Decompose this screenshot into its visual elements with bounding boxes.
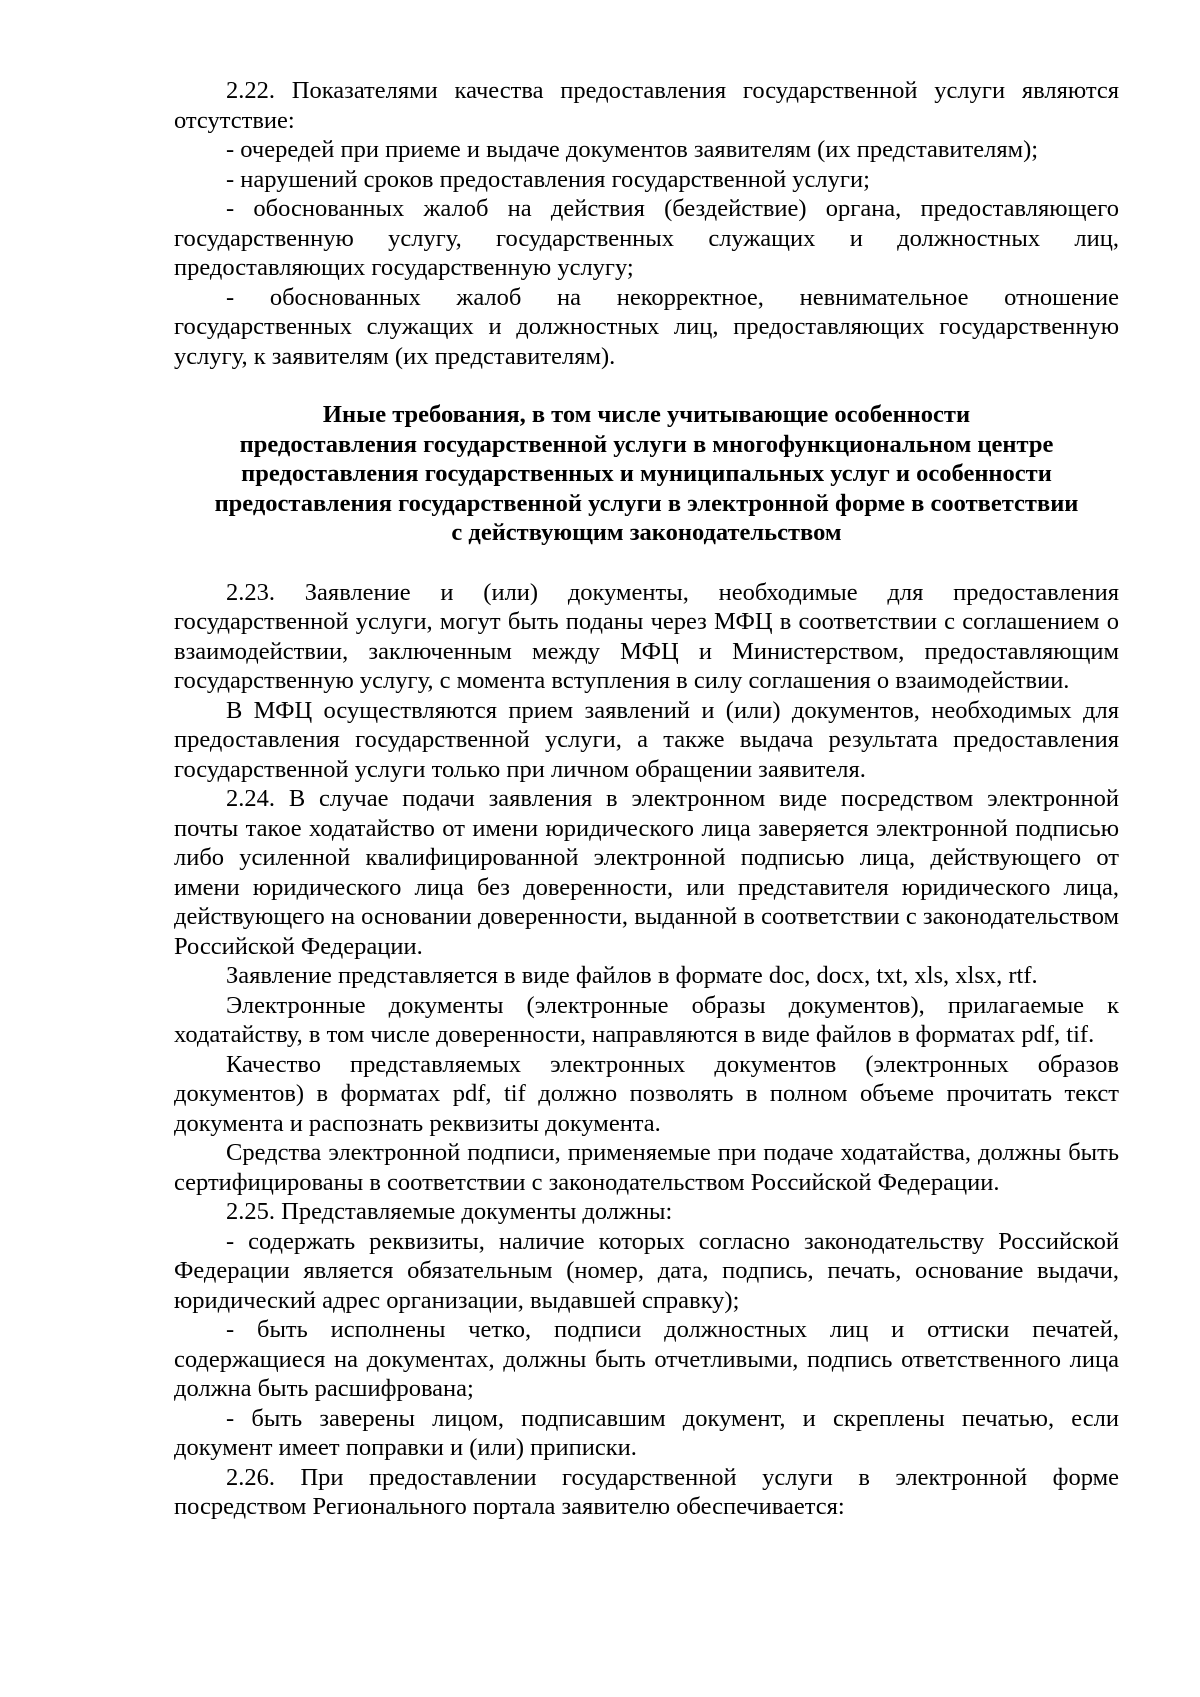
paragraph-2-24: 2.24. В случае подачи заявления в электронном виде посредством электронной почты такое ходатайство от имени юридического лица заверяется электронной подписью либо усиленной квалифицированной электронной подписью лица, действующего от имени юридического лица без доверенности, или представителя юридического лица, действующего на основании доверенности, выданной в соответствии с законодательством Российской Федерации. (174, 785, 1119, 960)
list-item-clarity: - быть исполнены четко, подписи должностных лиц и оттиски печатей, содержащиеся на документах, должны быть отчетливыми, подпись ответственного лица должна быть расшифрована; (174, 1316, 1119, 1402)
heading-line: предоставления государственных и муниципальных услуг и особенности (241, 460, 1052, 487)
list-item-certification: - быть заверены лицом, подписавшим документ, и скреплены печатью, если документ имеет поправки и (или) приписки. (174, 1404, 1119, 1461)
document-page (174, 76, 1119, 1522)
list-item-complaints-actions: - обоснованных жалоб на действия (бездействие) органа, предоставляющего государственную услугу, государственных служащих и должностных лиц, предоставляющих государственную услугу; (174, 195, 1119, 281)
heading-line: с действующим законодательством (451, 519, 842, 546)
quality-indicators-section (174, 76, 1119, 371)
paragraph-mfc-reception: В МФЦ осуществляются прием заявлений и (или) документов, необходимых для предоставления государственной услуги, а также выдача результата предоставления государственной услуги только при личном обращении заявителя. (174, 696, 1119, 783)
paragraph-file-formats: Заявление представляется в виде файлов в формате doc, docx, txt, xls, xlsx, rtf. (226, 962, 1038, 989)
paragraph-2-22: 2.22. Показателями качества предоставления государственной услуги являются отсутствие: (174, 77, 1119, 134)
paragraph-document-quality: Качество представляемых электронных документов (электронных образов документов) в форматах pdf, tif должно позволять в полном объеме прочитать текст документа и распознать реквизиты документа. (174, 1050, 1119, 1137)
list-item-queues: - очередей при приеме и выдаче документов заявителям (их представителям); (226, 136, 1039, 163)
list-item-requisites: - содержать реквизиты, наличие которых согласно законодательству Российской Федерации является обязательным (номер, дата, подпись, печать, основание выдачи, юридический адрес организации, выдавшей справку); (174, 1227, 1119, 1314)
paragraph-electronic-documents: Электронные документы (электронные образы документов), прилагаемые к ходатайству, в том числе доверенности, направляются в виде файлов в форматах pdf, tif. (174, 991, 1119, 1048)
other-requirements-section (174, 578, 1119, 1522)
heading-line: предоставления государственной услуги в электронной форме в соответствии (214, 489, 1079, 517)
list-item-complaints-attitude: - обоснованных жалоб на некорректное, невнимательное отношение государственных служащих и должностных лиц, предоставляющих государственную услугу, к заявителям (их представителям). (174, 283, 1119, 370)
heading-line: предоставления государственной услуги в многофункциональном центре (239, 430, 1054, 458)
list-item-deadlines: - нарушений сроков предоставления государственной услуги; (226, 165, 870, 193)
paragraph-2-25: 2.25. Представляемые документы должны: (226, 1198, 673, 1225)
paragraph-2-23: 2.23. Заявление и (или) документы, необходимые для предоставления государственной услуги, могут быть поданы через МФЦ в соответствии с соглашением о взаимодействии, заключенным между МФЦ и Министерством, предоставляющим государственную услугу, с момента вступления в силу соглашения о взаимодействии. (174, 578, 1119, 694)
heading-line: Иные требования, в том числе учитывающие особенности (322, 401, 971, 428)
section-heading (174, 400, 1119, 548)
paragraph-2-26: 2.26. При предоставлении государственной услуги в электронной форме посредством Регионального портала заявителю обеспечивается: (174, 1463, 1119, 1520)
paragraph-signature-tools: Средства электронной подписи, применяемые при подаче ходатайства, должны быть сертифицированы в соответствии с законодательством Российской Федерации. (174, 1139, 1119, 1196)
